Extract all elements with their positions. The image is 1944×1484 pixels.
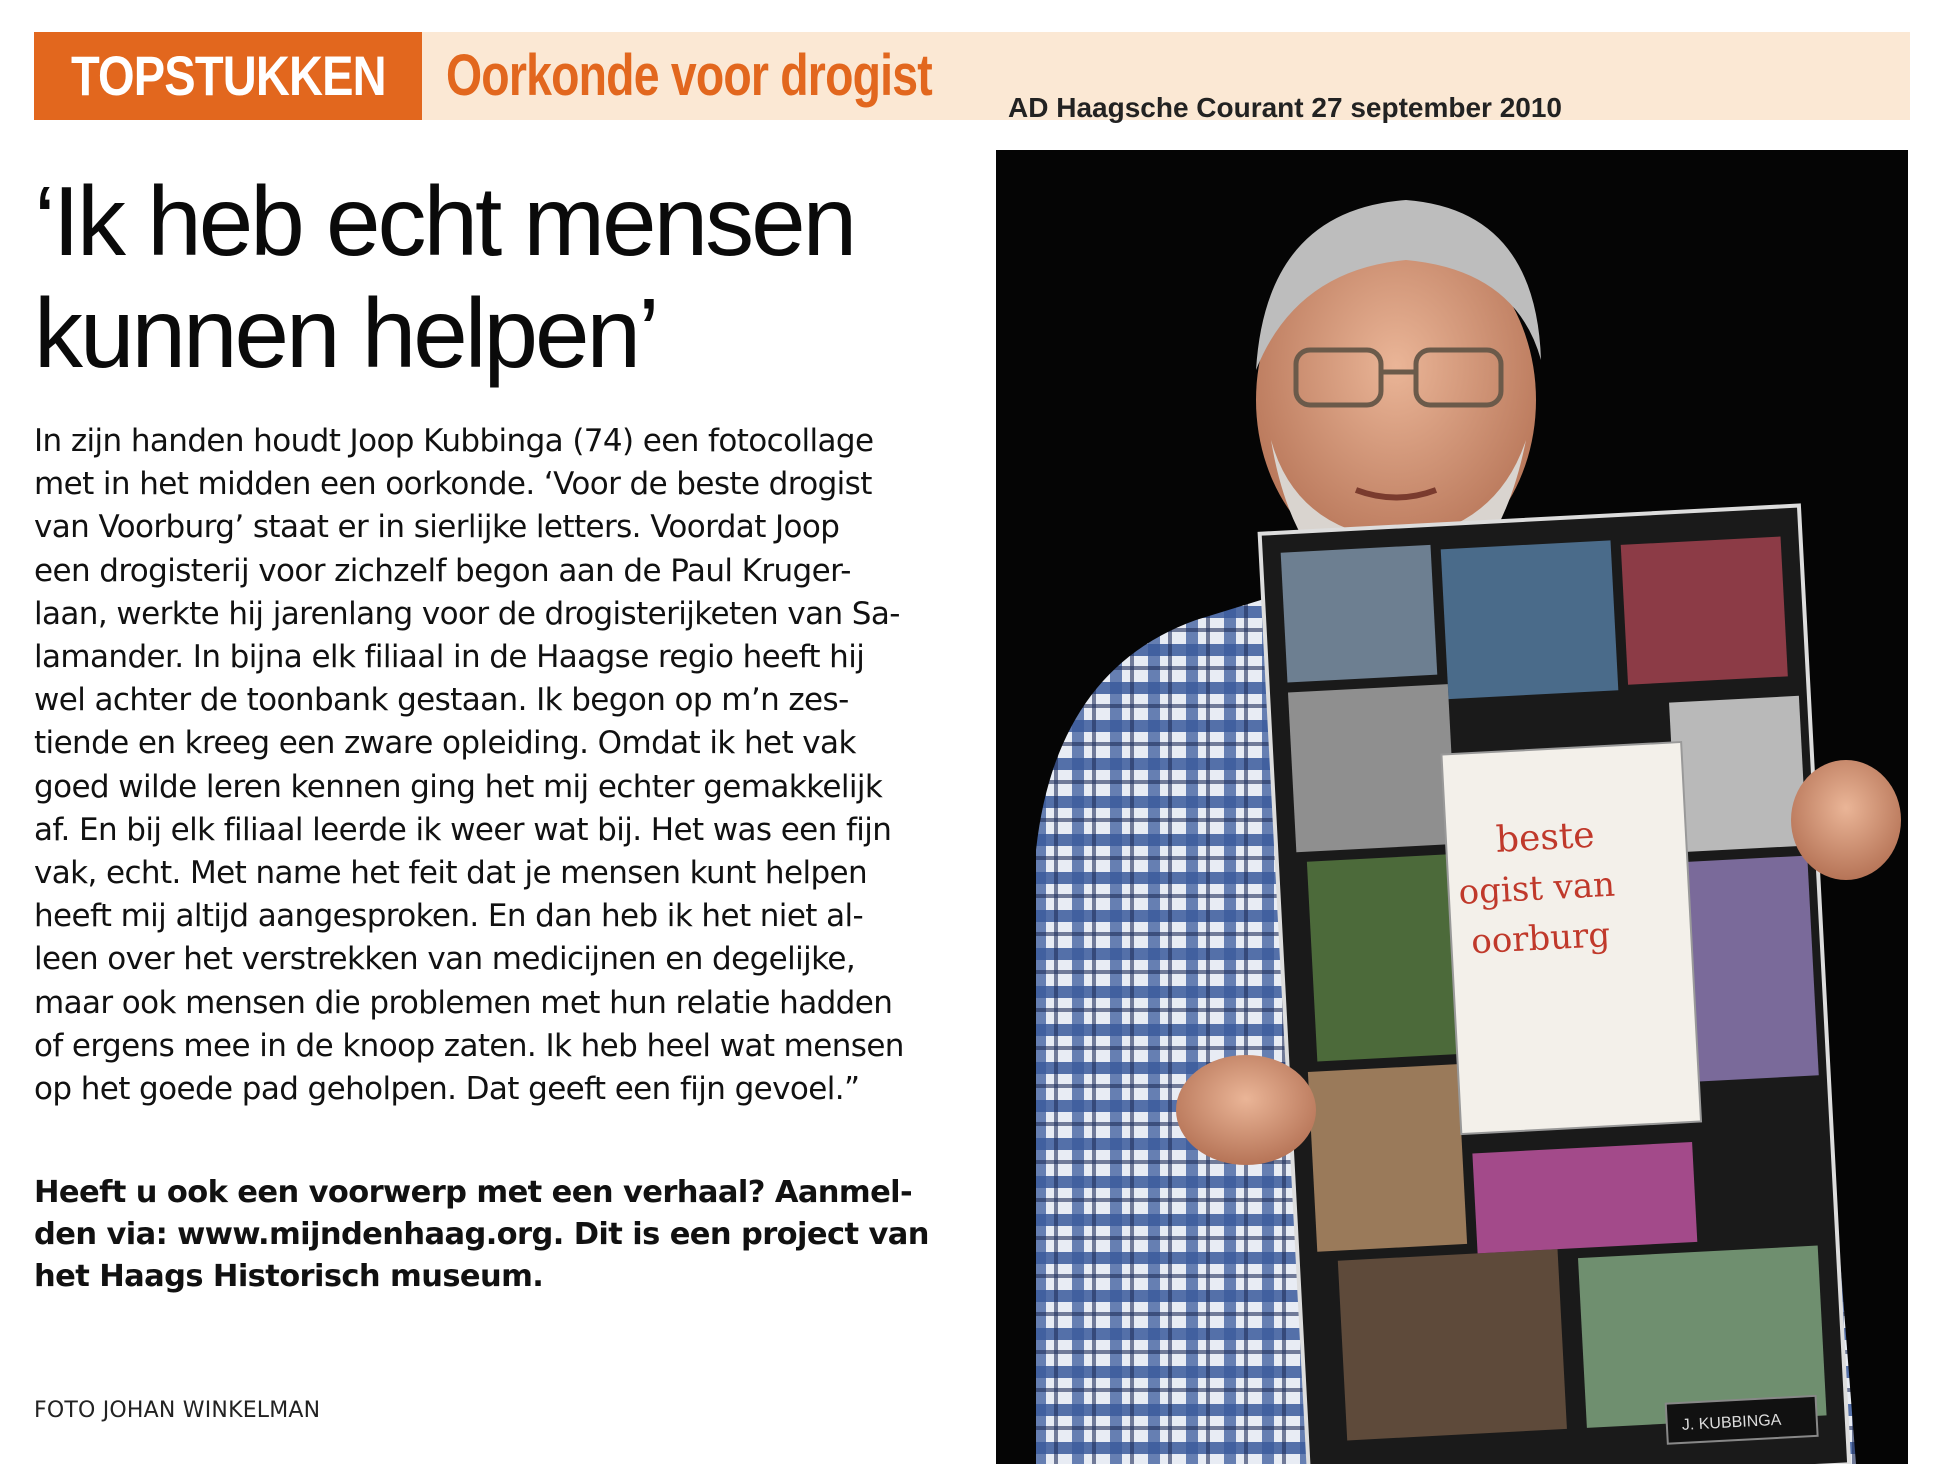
headline xyxy=(34,165,964,389)
cta-line: het Haags Historisch museum. xyxy=(34,1259,544,1294)
call-to-action xyxy=(34,1172,974,1298)
certificate-text: oorburg xyxy=(1470,915,1612,963)
rubric-title-label: Oorkonde voor drogist xyxy=(446,43,932,108)
body-line: goed wilde leren kennen ging het mij echter gemakkelijk xyxy=(34,768,883,805)
body-line: leen over het verstrekken van medicijnen en degelijke, xyxy=(34,941,856,978)
body-line: of ergens mee in de knoop zaten. Ik heb heel wat mensen xyxy=(34,1027,904,1064)
body-line: een drogisterij voor zichzelf begon aan de Paul Kruger- xyxy=(34,552,851,589)
body-line: met in het midden een oorkonde. ‘Voor de beste drogist xyxy=(34,466,872,503)
body-line: laan, werkte hij jarenlang voor de drogisterijketen van Sa- xyxy=(34,595,900,632)
photo-credit: FOTO JOHAN WINKELMAN xyxy=(34,1398,321,1423)
article-body xyxy=(34,420,984,1111)
body-line: lamander. In bijna elk filiaal in de Haagse regio heeft hij xyxy=(34,639,865,676)
section-kicker xyxy=(34,32,422,120)
body-line: wel achter de toonbank gestaan. Ik begon op m’n zes- xyxy=(34,682,849,719)
body-line: van Voorburg’ staat er in sierlijke letters. Voordat Joop xyxy=(34,509,840,546)
source-line: AD Haagsche Courant 27 september 2010 xyxy=(1008,92,1562,123)
body-line: maar ook mensen die problemen met hun relatie hadden xyxy=(34,984,893,1021)
portrait-illustration xyxy=(996,150,1908,1464)
body-line: In zijn handen houdt Joop Kubbinga (74) een fotocollage xyxy=(34,423,874,459)
body-line: tiende en kreeg een zware opleiding. Omdat ik het vak xyxy=(34,725,856,762)
portrait-photo xyxy=(996,150,1908,1464)
body-line: vak, echt. Met name het feit dat je mensen kunt helpen xyxy=(34,855,868,892)
body-line: heeft mij altijd aangesproken. En dan heb ik het niet al- xyxy=(34,898,864,935)
body-line: op het goede pad geholpen. Dat geeft een fijn gevoel.” xyxy=(34,1071,860,1108)
cta-line: Heeft u ook een voorwerp met een verhaal? Aanmel- xyxy=(34,1175,913,1210)
cta-line: den via: www.mijndenhaag.org. Dit is een project van xyxy=(34,1217,929,1252)
certificate-text: beste xyxy=(1494,814,1596,861)
body-line: af. En bij elk filiaal leerde ik weer wat bij. Het was een fijn xyxy=(34,811,892,848)
nameplate-text: J. KUBBINGA xyxy=(1681,1411,1782,1434)
certificate-text: ogist van xyxy=(1457,864,1616,913)
rubric-title xyxy=(446,32,1053,120)
section-kicker-label: TOPSTUKKEN xyxy=(70,44,386,107)
headline-line: kunnen helpen’ xyxy=(34,278,657,388)
headline-line: ‘Ik heb echt mensen xyxy=(34,166,855,276)
